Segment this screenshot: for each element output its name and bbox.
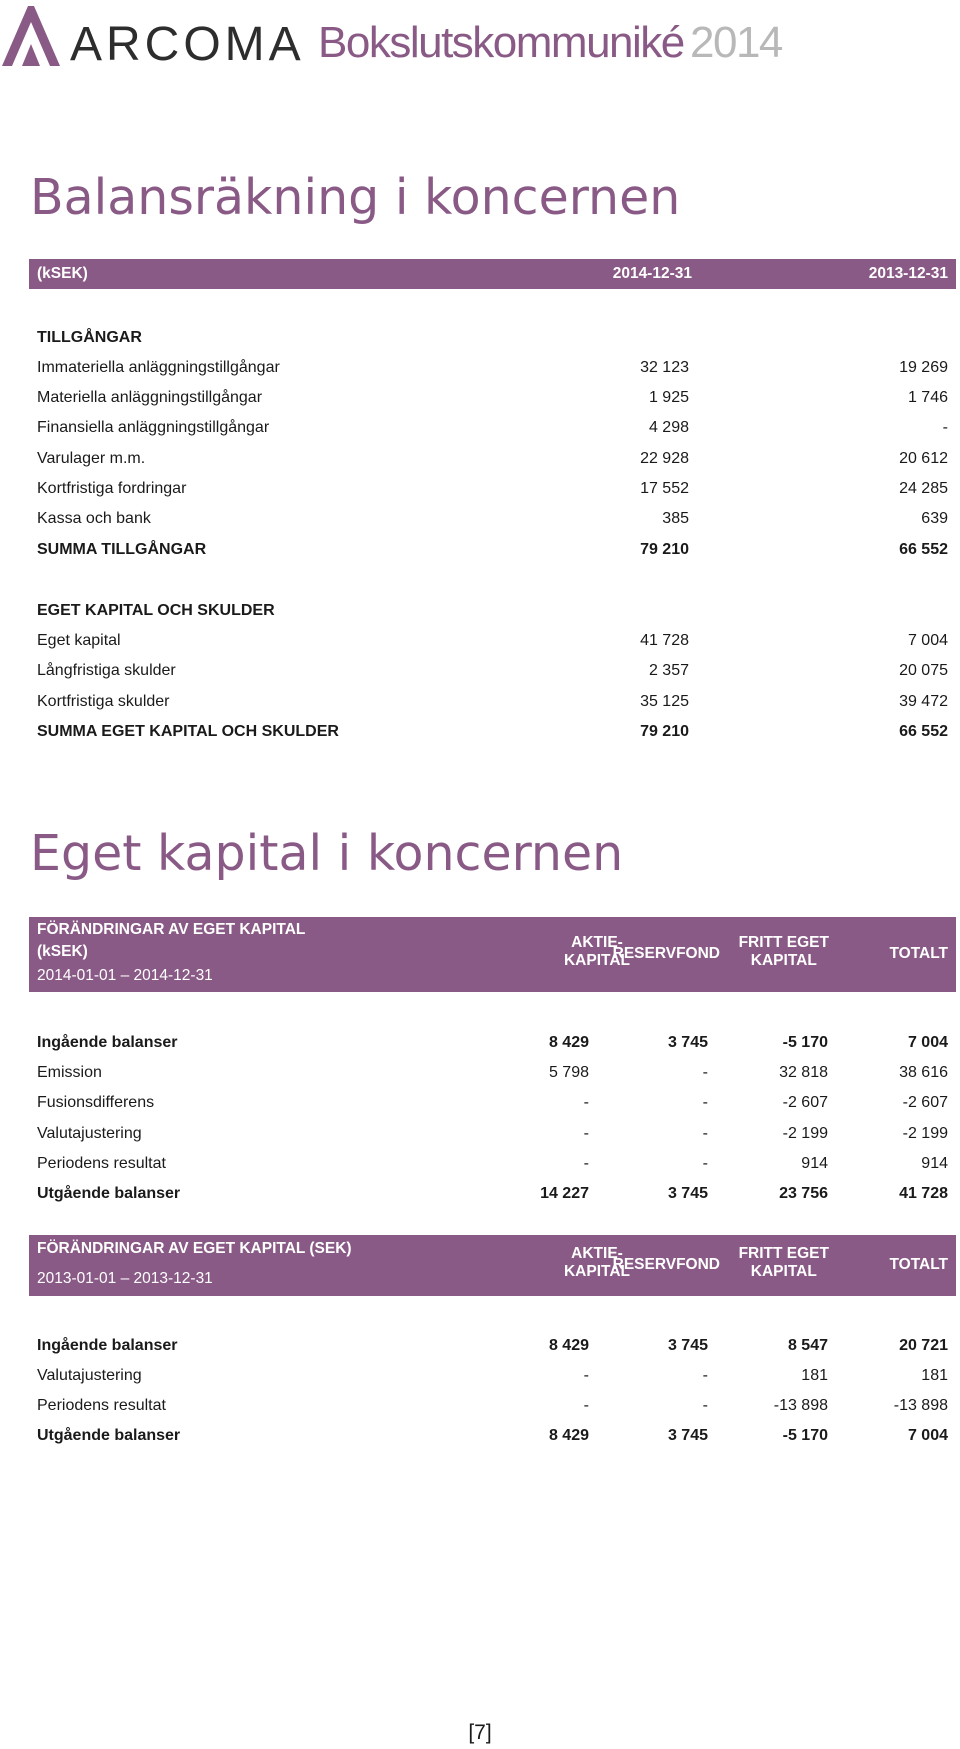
table-row <box>37 1364 948 1388</box>
value-totalt: -2 607 <box>902 1094 948 1111</box>
unit-label: (kSEK) <box>37 943 88 960</box>
value-2013: 639 <box>921 510 948 527</box>
value-aktiekapital: 5 798 <box>548 1064 589 1081</box>
value-2014: 32 123 <box>640 359 689 376</box>
table-row <box>37 507 948 531</box>
balance-header-bar <box>29 259 956 289</box>
column-header-totalt: TOTALT <box>889 1256 948 1273</box>
row-label: Materiella anläggningstillgångar <box>37 389 263 406</box>
arcoma-logo-icon <box>0 4 60 68</box>
value-aktiekapital: 14 227 <box>540 1185 589 1202</box>
value-reservfond: - <box>702 1367 708 1384</box>
value-2013: 39 472 <box>899 693 948 710</box>
table-row <box>37 416 948 440</box>
value-2014: 22 928 <box>640 450 689 467</box>
value-fritt-eget-kapital: 181 <box>801 1367 828 1384</box>
table-row <box>37 1152 948 1176</box>
value-reservfond: - <box>702 1094 708 1111</box>
row-label: Immateriella anläggningstillgångar <box>37 359 280 376</box>
value-aktiekapital: - <box>583 1367 589 1384</box>
unit-label: (kSEK) <box>37 265 88 282</box>
value-totalt: 20 721 <box>899 1337 948 1354</box>
column-header-fritt-eget-kapital <box>739 1245 829 1281</box>
table-row <box>37 629 948 653</box>
value-reservfond: - <box>702 1064 708 1081</box>
value-2014: 79 210 <box>640 541 689 558</box>
row-label: Valutajustering <box>37 1125 142 1142</box>
value-2013: 7 004 <box>907 632 948 649</box>
table-row <box>37 447 948 471</box>
value-fritt-eget-kapital: 8 547 <box>787 1337 828 1354</box>
table-row <box>37 477 948 501</box>
row-label: Ingående balanser <box>37 1337 178 1354</box>
row-label: Varulager m.m. <box>37 450 146 467</box>
row-label: Periodens resultat <box>37 1397 166 1414</box>
table-row <box>37 659 948 683</box>
table-heading: FÖRÄNDRINGAR AV EGET KAPITAL <box>37 921 306 938</box>
value-2013: 24 285 <box>899 480 948 497</box>
row-label: Långfristiga skulder <box>37 662 176 679</box>
table-row <box>37 1031 948 1055</box>
equity-title: Eget kapital i koncernen <box>30 825 624 882</box>
row-label: Kortfristiga fordringar <box>37 480 187 497</box>
column-header-reservfond: RESERVFOND <box>612 1256 720 1273</box>
value-aktiekapital: 8 429 <box>548 1427 589 1444</box>
value-fritt-eget-kapital: -5 170 <box>782 1427 828 1444</box>
period-label: 2014-01-01 – 2014-12-31 <box>37 967 213 984</box>
balance-sheet-title: Balansräkning i koncernen <box>30 169 681 226</box>
column-header-line: FRITT EGET <box>738 1245 829 1262</box>
table-row <box>37 690 948 714</box>
value-totalt: 181 <box>921 1367 948 1384</box>
table-row <box>37 1061 948 1085</box>
row-label: SUMMA EGET KAPITAL OCH SKULDER <box>37 723 339 740</box>
value-aktiekapital: - <box>583 1094 589 1111</box>
value-fritt-eget-kapital: 914 <box>801 1155 828 1172</box>
value-reservfond: 3 745 <box>667 1427 708 1444</box>
value-totalt: 38 616 <box>899 1064 948 1081</box>
period-label: 2013-01-01 – 2013-12-31 <box>37 1270 213 1287</box>
value-fritt-eget-kapital: -13 898 <box>773 1397 828 1414</box>
value-reservfond: 3 745 <box>667 1337 708 1354</box>
value-totalt: -2 199 <box>902 1125 948 1142</box>
value-fritt-eget-kapital: -2 607 <box>782 1094 828 1111</box>
row-label: Emission <box>37 1064 102 1081</box>
row-label: Eget kapital <box>37 632 121 649</box>
table-row <box>37 1334 948 1358</box>
value-2014: 385 <box>662 510 689 527</box>
total-row <box>37 1182 948 1206</box>
value-fritt-eget-kapital: -2 199 <box>782 1125 828 1142</box>
value-2014: 4 298 <box>648 419 689 436</box>
column-header-line: AKTIE- <box>571 1245 623 1262</box>
value-totalt: -13 898 <box>893 1397 948 1414</box>
value-2013: 20 612 <box>899 450 948 467</box>
table-row <box>37 1394 948 1418</box>
value-reservfond: 3 745 <box>667 1185 708 1202</box>
value-2013: - <box>942 419 948 436</box>
value-fritt-eget-kapital: 23 756 <box>779 1185 828 1202</box>
value-reservfond: 3 745 <box>667 1034 708 1051</box>
column-header-totalt: TOTALT <box>889 945 948 962</box>
table-row <box>37 1091 948 1115</box>
column-header-line: FRITT EGET <box>738 934 829 951</box>
value-2013: 19 269 <box>899 359 948 376</box>
table-row <box>37 386 948 410</box>
column-header-line: AKTIE- <box>571 934 623 951</box>
value-reservfond: - <box>702 1397 708 1414</box>
row-label: Utgående balanser <box>37 1427 181 1444</box>
value-2014: 17 552 <box>640 480 689 497</box>
assets-heading: TILLGÅNGAR <box>37 329 142 346</box>
row-label: Ingående balanser <box>37 1034 178 1051</box>
document-year: 2014 <box>690 18 782 67</box>
page-header <box>0 0 960 80</box>
document-title: Bokslutskommuniké <box>318 18 684 67</box>
column-header-line: KAPITAL <box>563 952 630 969</box>
column-header-2013: 2013-12-31 <box>868 265 948 282</box>
brand-name: ARCOMA <box>70 18 305 71</box>
value-2013: 1 746 <box>907 389 948 406</box>
row-label: Kortfristiga skulder <box>37 693 170 710</box>
row-label: Fusionsdifferens <box>37 1094 155 1111</box>
value-2013: 20 075 <box>899 662 948 679</box>
value-aktiekapital: - <box>583 1155 589 1172</box>
value-reservfond: - <box>702 1125 708 1142</box>
value-2014: 35 125 <box>640 693 689 710</box>
row-label: Finansiella anläggningstillgångar <box>37 419 270 436</box>
value-2013: 66 552 <box>899 541 948 558</box>
value-aktiekapital: - <box>583 1125 589 1142</box>
equity-table-1-header <box>29 917 956 992</box>
value-2014: 2 357 <box>648 662 689 679</box>
value-fritt-eget-kapital: -5 170 <box>782 1034 828 1051</box>
row-label: SUMMA TILLGÅNGAR <box>37 541 207 558</box>
column-header-fritt-eget-kapital <box>739 934 829 970</box>
liabilities-heading: EGET KAPITAL OCH SKULDER <box>37 602 275 619</box>
value-reservfond: - <box>702 1155 708 1172</box>
table-row <box>37 1122 948 1146</box>
row-label: Periodens resultat <box>37 1155 166 1172</box>
value-totalt: 41 728 <box>899 1185 948 1202</box>
value-totalt: 7 004 <box>907 1034 948 1051</box>
column-header-reservfond: RESERVFOND <box>612 945 720 962</box>
value-aktiekapital: - <box>583 1397 589 1414</box>
row-label: Kassa och bank <box>37 510 151 527</box>
column-header-2014: 2014-12-31 <box>612 265 692 282</box>
column-header-line: KAPITAL <box>750 952 817 969</box>
value-2014: 1 925 <box>648 389 689 406</box>
column-header-line: KAPITAL <box>563 1263 630 1280</box>
value-totalt: 914 <box>921 1155 948 1172</box>
value-fritt-eget-kapital: 32 818 <box>779 1064 828 1081</box>
value-aktiekapital: 8 429 <box>548 1034 589 1051</box>
total-row <box>37 538 948 562</box>
equity-table-2-header <box>29 1235 956 1296</box>
table-heading: FÖRÄNDRINGAR AV EGET KAPITAL (SEK) <box>37 1240 352 1257</box>
value-aktiekapital: 8 429 <box>548 1337 589 1354</box>
row-label: Utgående balanser <box>37 1185 181 1202</box>
page-number: [7] <box>468 1721 492 1744</box>
table-row <box>37 356 948 380</box>
row-label: Valutajustering <box>37 1367 142 1384</box>
column-header-line: KAPITAL <box>750 1263 817 1280</box>
value-2014: 79 210 <box>640 723 689 740</box>
value-2014: 41 728 <box>640 632 689 649</box>
total-row <box>37 720 948 744</box>
value-2013: 66 552 <box>899 723 948 740</box>
value-totalt: 7 004 <box>907 1427 948 1444</box>
total-row <box>37 1424 948 1448</box>
